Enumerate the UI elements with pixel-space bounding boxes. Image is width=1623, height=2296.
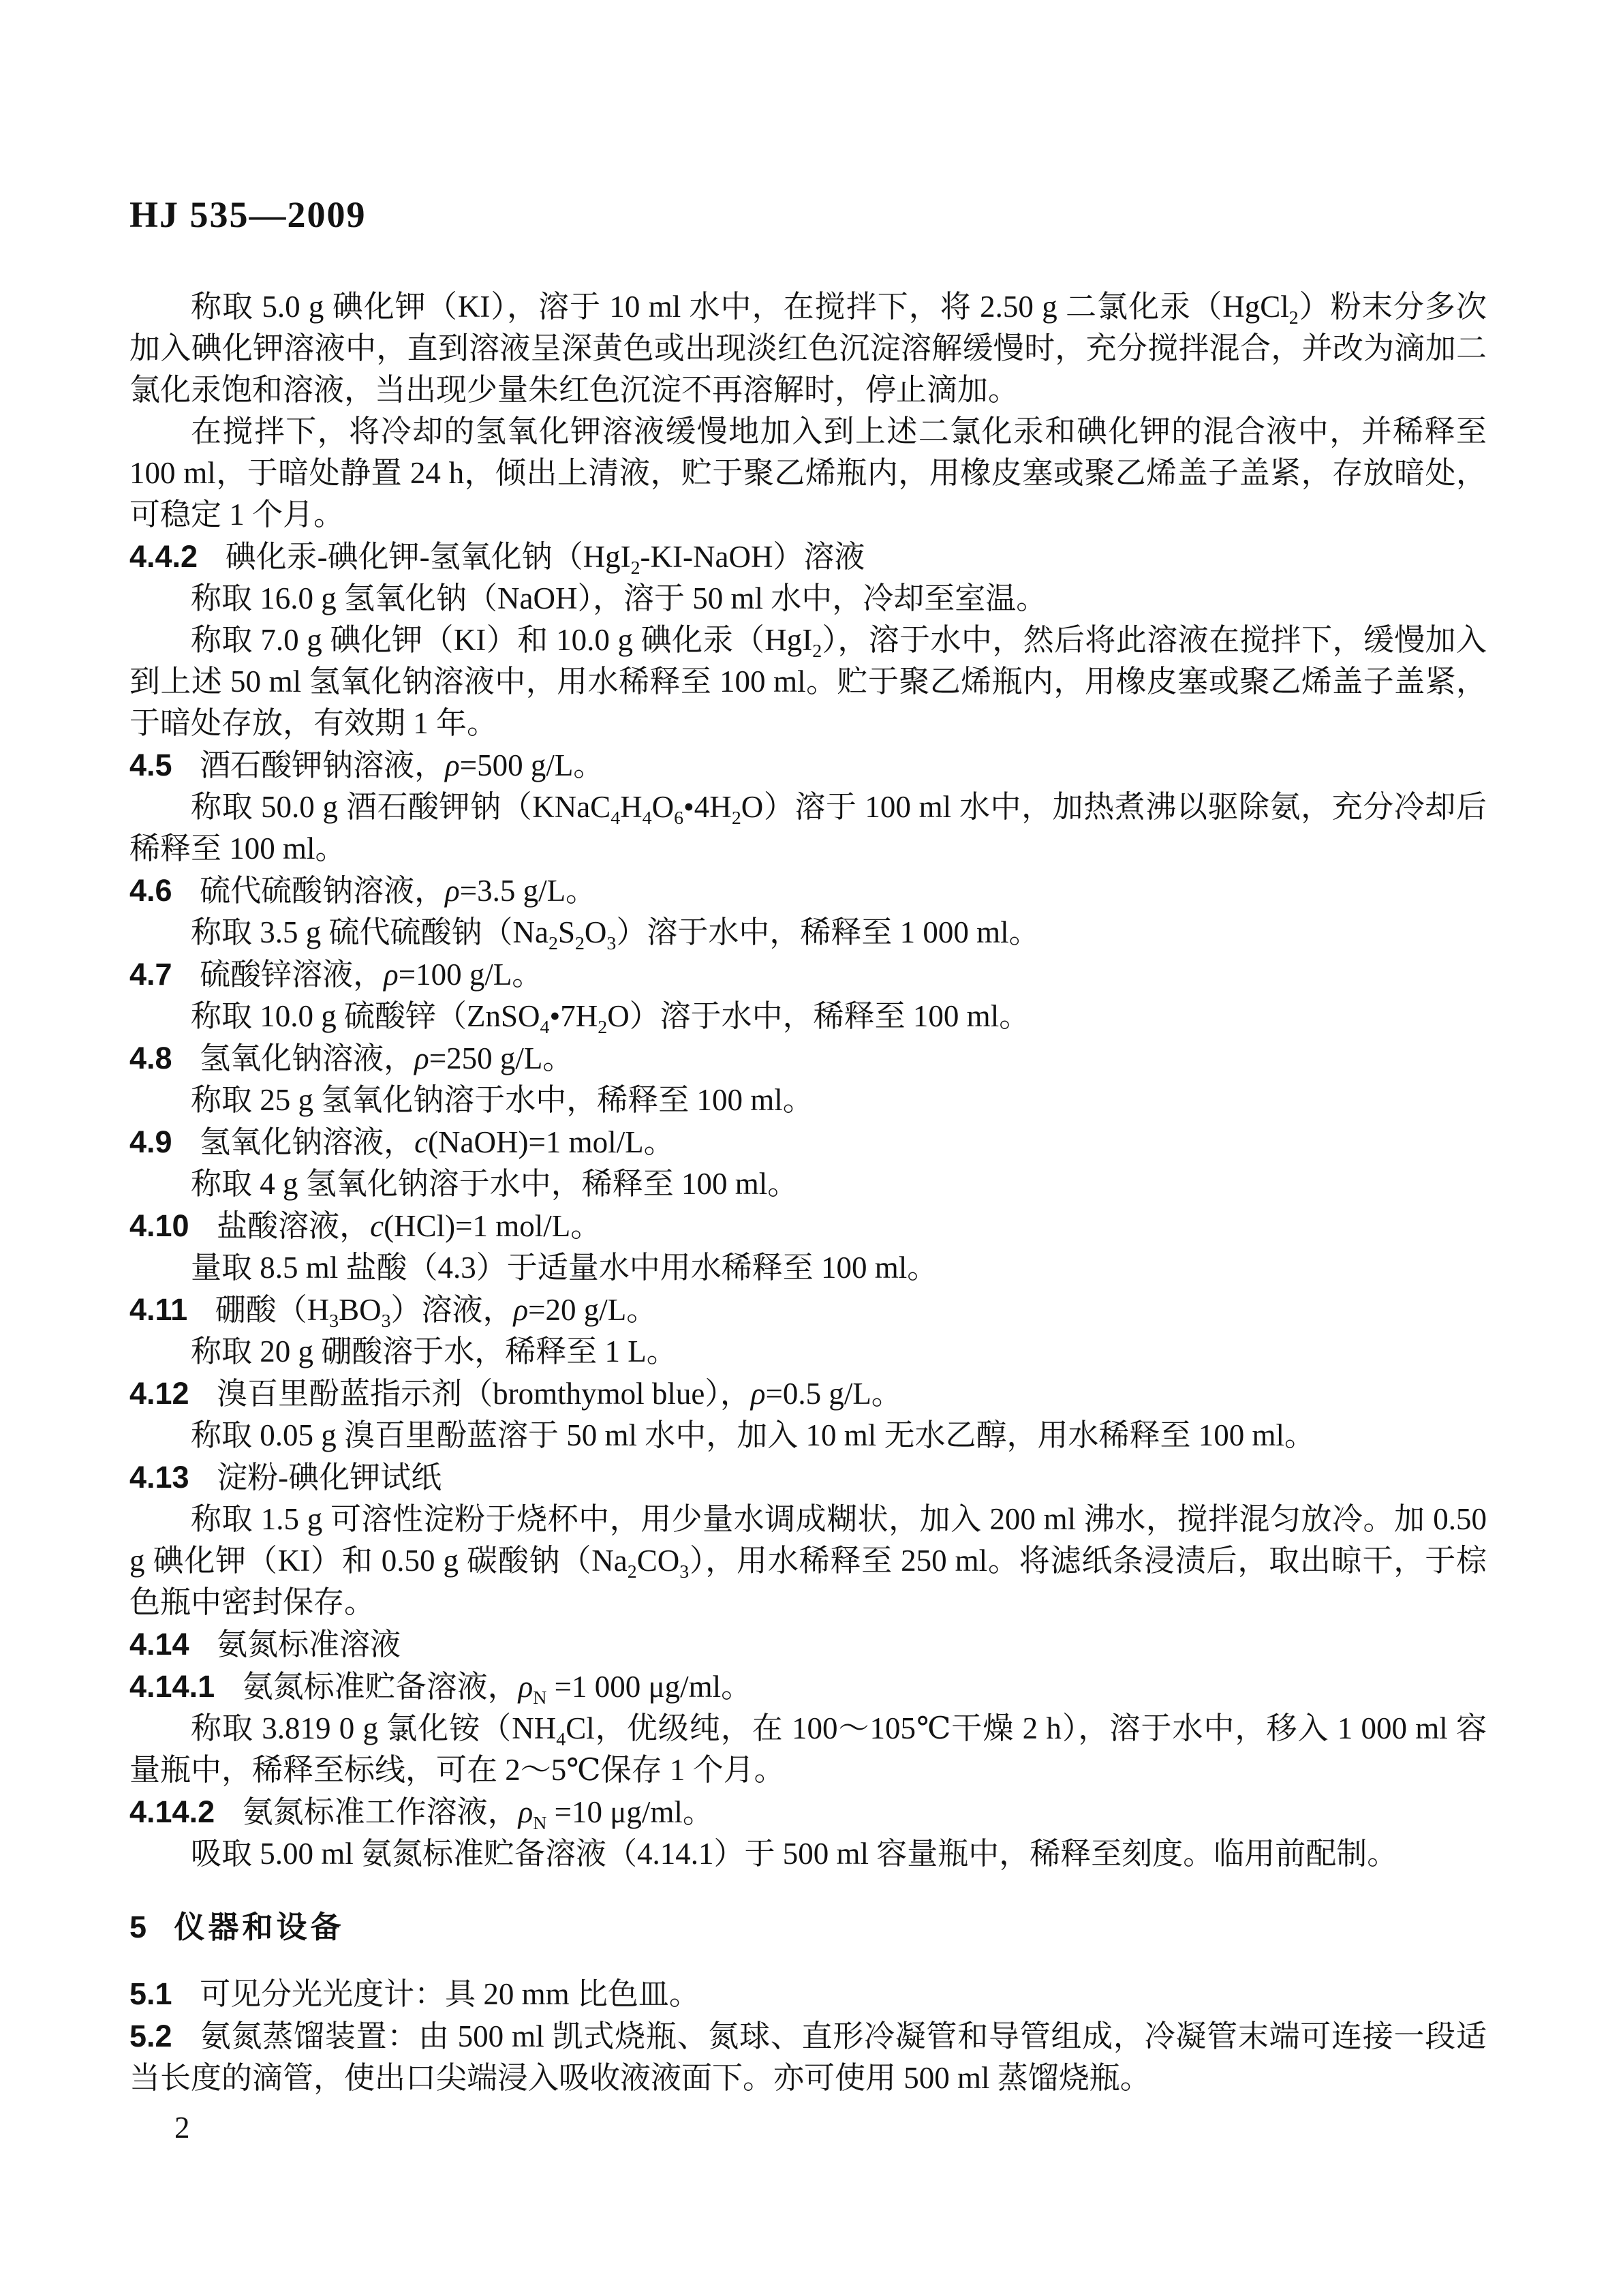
section-title: 盐酸溶液，c(HCl)=1 mol/L。 xyxy=(217,1209,602,1243)
section-title: 碘化汞-碘化钾-氢氧化钠（HgI$_2$-KI-NaOH）溶液 xyxy=(225,540,865,579)
paragraph-bromthymol-prep: 称取 0.05 g 溴百里酚蓝溶于 50 ml 水中，加入 10 ml 无水乙醇，用水稀释至 100 ml。 xyxy=(191,1418,1316,1452)
section-number: 4.5 xyxy=(129,748,172,782)
section-number: 4.6 xyxy=(129,873,172,908)
section-title: 氨氮标准溶液 xyxy=(217,1627,401,1662)
section-heading-4-8 xyxy=(129,1037,1487,1080)
section-number: 4.13 xyxy=(129,1460,189,1495)
section-number: 4.7 xyxy=(129,957,172,992)
section-number: 4.4.2 xyxy=(129,539,198,574)
section-title: 氢氧化钠溶液，ρ=250 g/L。 xyxy=(200,1041,574,1075)
section-heading-4-5 xyxy=(129,744,1487,786)
section-heading-4-10 xyxy=(129,1205,1487,1247)
paragraph-tartrate-prep: 称取 50.0 g 酒石酸钾钠$(KNaC_4H_4O_6•4H_2O)$溶于 100 ml 水中，加热煮沸以驱除氨，充分冷却后稀释至 100 ml。 xyxy=(129,790,1487,866)
document-body xyxy=(129,286,1487,2149)
section-number: 4.14.1 xyxy=(129,1669,215,1704)
chapter-number: 5 xyxy=(129,1910,147,1944)
section-title: 氢氧化钠溶液，c(NaOH)=1 mol/L。 xyxy=(200,1125,675,1159)
section-heading-4-14 xyxy=(129,1623,1487,1666)
section-number: 5.1 xyxy=(129,1976,172,2011)
section-number: 4.10 xyxy=(129,1208,189,1243)
section-title: 氨氮蒸馏装置：由 500 ml 凯式烧瓶、氮球、直形冷凝管和导管组成，冷凝管末端可连接一段适当长度的滴管，使出口尖端浸入吸收液液面下。亦可使用 500 ml 蒸馏烧瓶。 xyxy=(129,2019,1487,2095)
chapter-title: 仪器和设备 xyxy=(174,1910,345,1944)
section-number: 4.11 xyxy=(129,1292,188,1327)
paragraph-hgcl2-preparation: 称取 5.0 g 碘化钾（KI），溶于 10 ml 水中，在搅拌下，将 2.50 g 二氯化汞（HgCl$_2$）粉末分多次加入碘化钾溶液中，直到溶液呈深黄色或出现淡红色沉淀溶解缓慢时，充分搅拌混合，并改为滴加二氯化汞饱和溶液，当出现少量朱红色沉淀不再溶解时，停止滴加。 xyxy=(129,290,1487,407)
page-number: 2 xyxy=(174,2111,190,2145)
paragraph-ki-hgi2-dissolve: 称取 7.0 g 碘化钾（KI）和 10.0 g 碘化汞（HgI$_2$），溶于水中，然后将此溶液在搅拌下，缓慢加入到上述 50 ml 氢氧化钠溶液中，用水稀释至 100 ml。贮于聚乙烯瓶内，用橡皮塞或聚乙烯盖子盖紧，于暗处存放，有效期 1 年。 xyxy=(129,623,1487,740)
paragraph-working-solution-prep: 吸取 5.00 ml 氨氮标准贮备溶液（4.14.1）于 500 ml 容量瓶中，稀释至刻度。临用前配制。 xyxy=(191,1837,1398,1871)
standard-number-header: HJ 535—2009 xyxy=(129,194,367,235)
section-heading-4-13 xyxy=(129,1456,1487,1499)
paragraph-nh4cl-stock-prep: 称取 3.819 0 g 氯化铵（$NH_4Cl$，优级纯，在 100～105℃干燥 2 h），溶于水中，移入 1 000 ml 容量瓶中，稀释至标线，可在 2～5℃保存 1 个月。 xyxy=(129,1711,1487,1787)
section-heading-4-9 xyxy=(129,1121,1487,1163)
paragraph-boric-acid-prep: 称取 20 g 硼酸溶于水，稀释至 1 L。 xyxy=(191,1334,677,1368)
section-number: 4.12 xyxy=(129,1376,189,1411)
paragraph-zinc-sulfate-prep: 称取 10.0 g 硫酸锌$(ZnSO_4•7H_2O)$溶于水中，稀释至 100 ml。 xyxy=(191,999,1030,1038)
section-title: 氨氮标准工作溶液，$\rho_N =10$ μg/ml。 xyxy=(242,1795,713,1834)
section-number: 4.14 xyxy=(129,1627,189,1662)
paragraph-naoh-250-prep: 称取 25 g 氢氧化钠溶于水中，稀释至 100 ml。 xyxy=(191,1083,814,1117)
section-title: 淀粉-碘化钾试纸 xyxy=(217,1460,442,1495)
paragraph-thiosulfate-prep: 称取 3.5 g 硫代硫酸钠$(Na_2S_2O_3)$溶于水中，稀释至 1 000 ml。 xyxy=(191,915,1040,954)
section-heading-5-2 xyxy=(129,2015,1487,2099)
paragraph-starch-ki-paper-prep: 称取 1.5 g 可溶性淀粉于烧杯中，用少量水调成糊状，加入 200 ml 沸水，搅拌混匀放冷。加 0.50 g 碘化钾（KI）和 0.50 g 碳酸钠$(Na_2CO_3)$，用水稀释至 250 ml。将滤纸条浸渍后，取出晾干，于棕色瓶中密封保存。 xyxy=(129,1502,1487,1619)
section-heading-4-4-2 xyxy=(129,536,1487,578)
section-heading-4-6 xyxy=(129,870,1487,912)
section-number: 4.14.2 xyxy=(129,1794,215,1829)
section-heading-4-12 xyxy=(129,1373,1487,1415)
section-number: 5.2 xyxy=(129,2019,172,2053)
chapter-heading-5 xyxy=(129,1906,1487,1948)
paragraph-naoh-dissolve: 称取 16.0 g 氢氧化钠（NaOH），溶于 50 ml 水中，冷却至室温。 xyxy=(191,581,1047,615)
section-heading-4-7 xyxy=(129,953,1487,996)
section-title: 硫酸锌溶液，ρ=100 g/L。 xyxy=(200,958,543,992)
section-heading-4-14-1 xyxy=(129,1666,1487,1708)
section-title: 硫代硫酸钠溶液，ρ=3.5 g/L。 xyxy=(200,874,597,908)
section-number: 4.8 xyxy=(129,1041,172,1075)
paragraph-koh-addition: 在搅拌下，将冷却的氢氧化钾溶液缓慢地加入到上述二氯化汞和碘化钾的混合液中，并稀释至 100 ml，于暗处静置 24 h，倾出上清液，贮于聚乙烯瓶内，用橡皮塞或聚乙烯盖子盖紧，存放暗处，可稳定 1 个月。 xyxy=(129,414,1487,532)
section-title: 硼酸$(H_3BO_3)$溶液，ρ=20 g/L。 xyxy=(215,1293,658,1332)
paragraph-naoh-1mol-prep: 称取 4 g 氢氧化钠溶于水中，稀释至 100 ml。 xyxy=(191,1167,799,1201)
section-heading-4-11 xyxy=(129,1289,1487,1331)
paragraph-hcl-prep: 量取 8.5 ml 盐酸（4.3）于适量水中用水稀释至 100 ml。 xyxy=(191,1251,938,1285)
section-heading-4-14-2 xyxy=(129,1791,1487,1833)
section-title: 可见分光光度计：具 20 mm 比色皿。 xyxy=(200,1977,700,2011)
section-title: 酒石酸钾钠溶液，ρ=500 g/L。 xyxy=(200,748,604,782)
section-number: 4.9 xyxy=(129,1124,172,1159)
section-heading-5-1 xyxy=(129,1973,1487,2015)
section-title: 溴百里酚蓝指示剂（bromthymol blue），ρ=0.5 g/L。 xyxy=(217,1377,902,1411)
section-title: 氨氮标准贮备溶液，$\rho_N =1$ 000 μg/ml。 xyxy=(242,1670,752,1709)
